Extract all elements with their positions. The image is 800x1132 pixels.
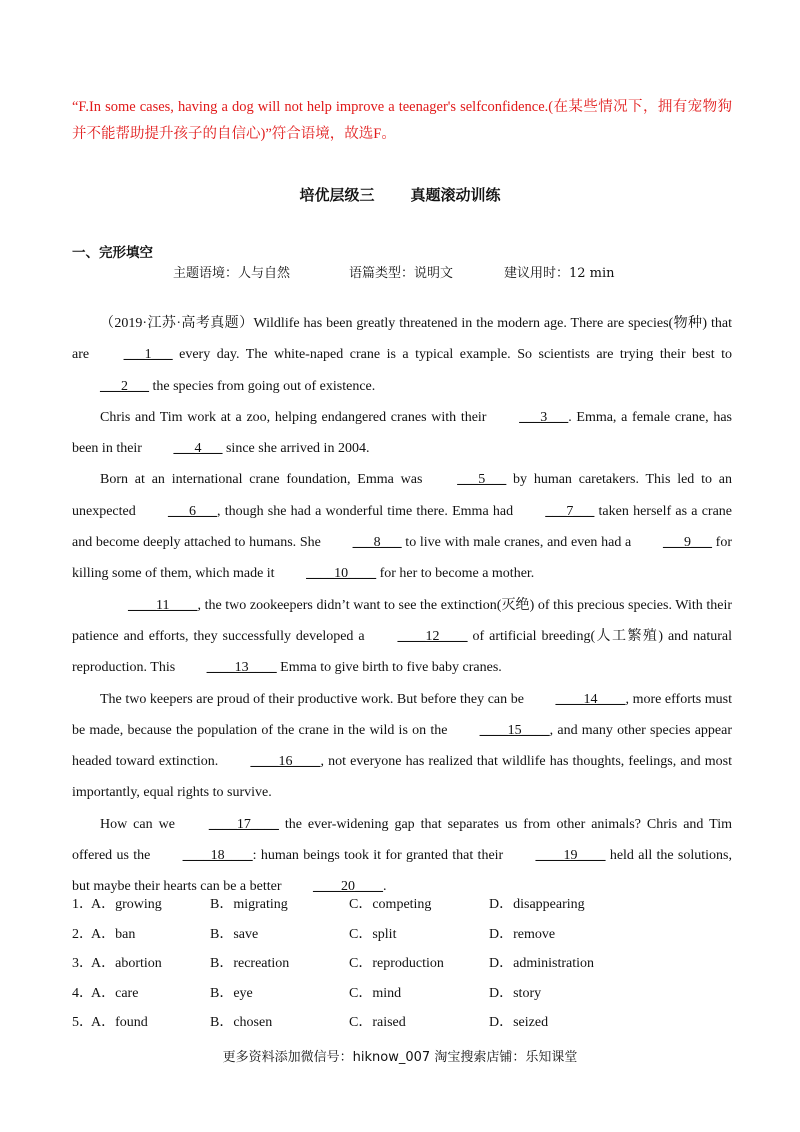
blank-17: ____17____ xyxy=(208,816,279,832)
question-number: 3． xyxy=(72,956,93,971)
option-c: C．competing xyxy=(349,897,432,912)
passage-paragraph: ____11____, the two zookeepers didn’t want to see the extinction(灭绝) of this precious species. With their patience and efforts, they successfully developed a ____12____ of artificial breeding(人工繁殖) and natural reproduction. This ____13____ Emma to give birth to five baby cranes. xyxy=(72,590,732,684)
question-number: 2． xyxy=(72,926,93,942)
blank-6: ___6___ xyxy=(167,503,217,519)
section-title-name: 真题滚动训练 xyxy=(410,186,501,204)
blank-8: ___8___ xyxy=(352,535,402,551)
footer-advert: 更多资料添加微信号：hiknow_007 淘宝搜索店铺：乐知课堂 xyxy=(222,1050,578,1065)
question-number: 1． xyxy=(72,897,93,912)
option-b: B．recreation xyxy=(210,956,290,971)
blank-13: ____13____ xyxy=(206,660,277,676)
blank-16: ____16____ xyxy=(250,754,321,770)
text-genre: 语篇类型：说明文 xyxy=(349,266,454,281)
blank-10: ____10____ xyxy=(306,566,377,582)
passage-paragraph: Born at an international crane foundation, Emma was ___5___ by human caretakers. This led to an unexpected ___6___, though she had a wonderful time there. Emma had ___7___ taken herself as a crane and become deeply attached to humans. She ___8___ to live with male cranes, and even had a ___9___ for killing some of them, which made it ____10____ for her to become a mother. xyxy=(72,464,732,589)
question-row xyxy=(72,893,732,923)
option-a: A．care xyxy=(91,985,139,1001)
answer-options xyxy=(72,893,732,1041)
option-c: C．reproduction xyxy=(349,956,444,971)
option-d: D．seized xyxy=(489,1015,549,1030)
blank-12: ____12____ xyxy=(397,628,468,644)
blank-18: ____18____ xyxy=(182,848,253,864)
passage-paragraph: How can we ____17____ the ever-widening gap that separates us from other animals? Chris and Tim offered us the ____18____: human beings took it for granted that their ____19____ held all the solutions, but maybe their hearts can be a better ____20____. xyxy=(72,809,732,903)
blank-9: ___9___ xyxy=(662,535,712,551)
section-title xyxy=(0,184,800,205)
option-d: D．story xyxy=(489,985,542,1001)
question-row xyxy=(72,1011,732,1041)
option-c: C．mind xyxy=(349,985,402,1001)
blank-19: ____19____ xyxy=(535,848,606,864)
option-a: A．ban xyxy=(91,926,136,942)
question-number: 4． xyxy=(72,985,93,1001)
cloze-passage xyxy=(72,308,732,903)
question-row xyxy=(72,952,732,982)
question-row xyxy=(72,982,732,1012)
answer-explanation-note: “F.In some cases, having a dog will not help improve a teenager's selfconfidence.(在某些情况下，拥有宠物狗并不能帮助提升孩子的自信心)”符合语境，故选F。 xyxy=(72,99,732,142)
option-d: D．disappearing xyxy=(489,897,585,912)
option-a: A．found xyxy=(91,1015,148,1030)
blank-2: ___2___ xyxy=(100,378,149,394)
option-d: D．administration xyxy=(489,956,594,971)
blank-14: ____14____ xyxy=(555,691,626,707)
option-b: B．chosen xyxy=(210,1015,273,1030)
blank-3: ___3___ xyxy=(519,409,569,425)
option-c: C．raised xyxy=(349,1015,406,1030)
option-a: A．abortion xyxy=(91,956,162,971)
question-row xyxy=(72,923,732,953)
blank-4: ___4___ xyxy=(173,441,223,457)
blank-20: ____20____ xyxy=(313,879,384,895)
option-b: B．migrating xyxy=(210,897,288,912)
question-number: 5． xyxy=(72,1015,93,1030)
option-b: B．eye xyxy=(210,985,253,1001)
blank-1: ___1___ xyxy=(123,347,173,363)
blank-11: ____11____ xyxy=(128,597,198,613)
option-a: A．growing xyxy=(91,897,162,912)
option-b: B．save xyxy=(210,926,259,942)
passage-paragraph: The two keepers are proud of their productive work. But before they can be ____14____, more efforts must be made, because the population of the crane in the wild is on the ____15____, and many other species appear headed toward extinction. ____16____, not everyone has realized that wildlife has thoughts, feelings, and most importantly, equal rights to survive. xyxy=(72,684,732,809)
suggested-time: 建议用时：12 min xyxy=(504,266,615,281)
blank-7: ___7___ xyxy=(545,503,595,519)
passage-paragraph: Chris and Tim work at a zoo, helping endangered cranes with their ___3___. Emma, a female crane, has been in their ___4___ since she arrived in 2004. xyxy=(72,402,732,465)
option-c: C．split xyxy=(349,926,397,942)
section-title-level: 培优层级三 xyxy=(299,186,375,204)
option-d: D．remove xyxy=(489,926,556,942)
blank-5: ___5___ xyxy=(457,472,507,488)
theme-context: 主题语境：人与自然 xyxy=(173,266,291,281)
blank-15: ____15____ xyxy=(479,722,550,738)
part-heading: 一、完形填空 xyxy=(72,245,153,261)
passage-paragraph: （2019·江苏·高考真题）Wildlife has been greatly threatened in the modern age. There are species(物种) that are ___1___ every day. The white-naped crane is a typical example. So scientists are trying their best to ___2___ the species from going out of existence. xyxy=(72,308,732,402)
